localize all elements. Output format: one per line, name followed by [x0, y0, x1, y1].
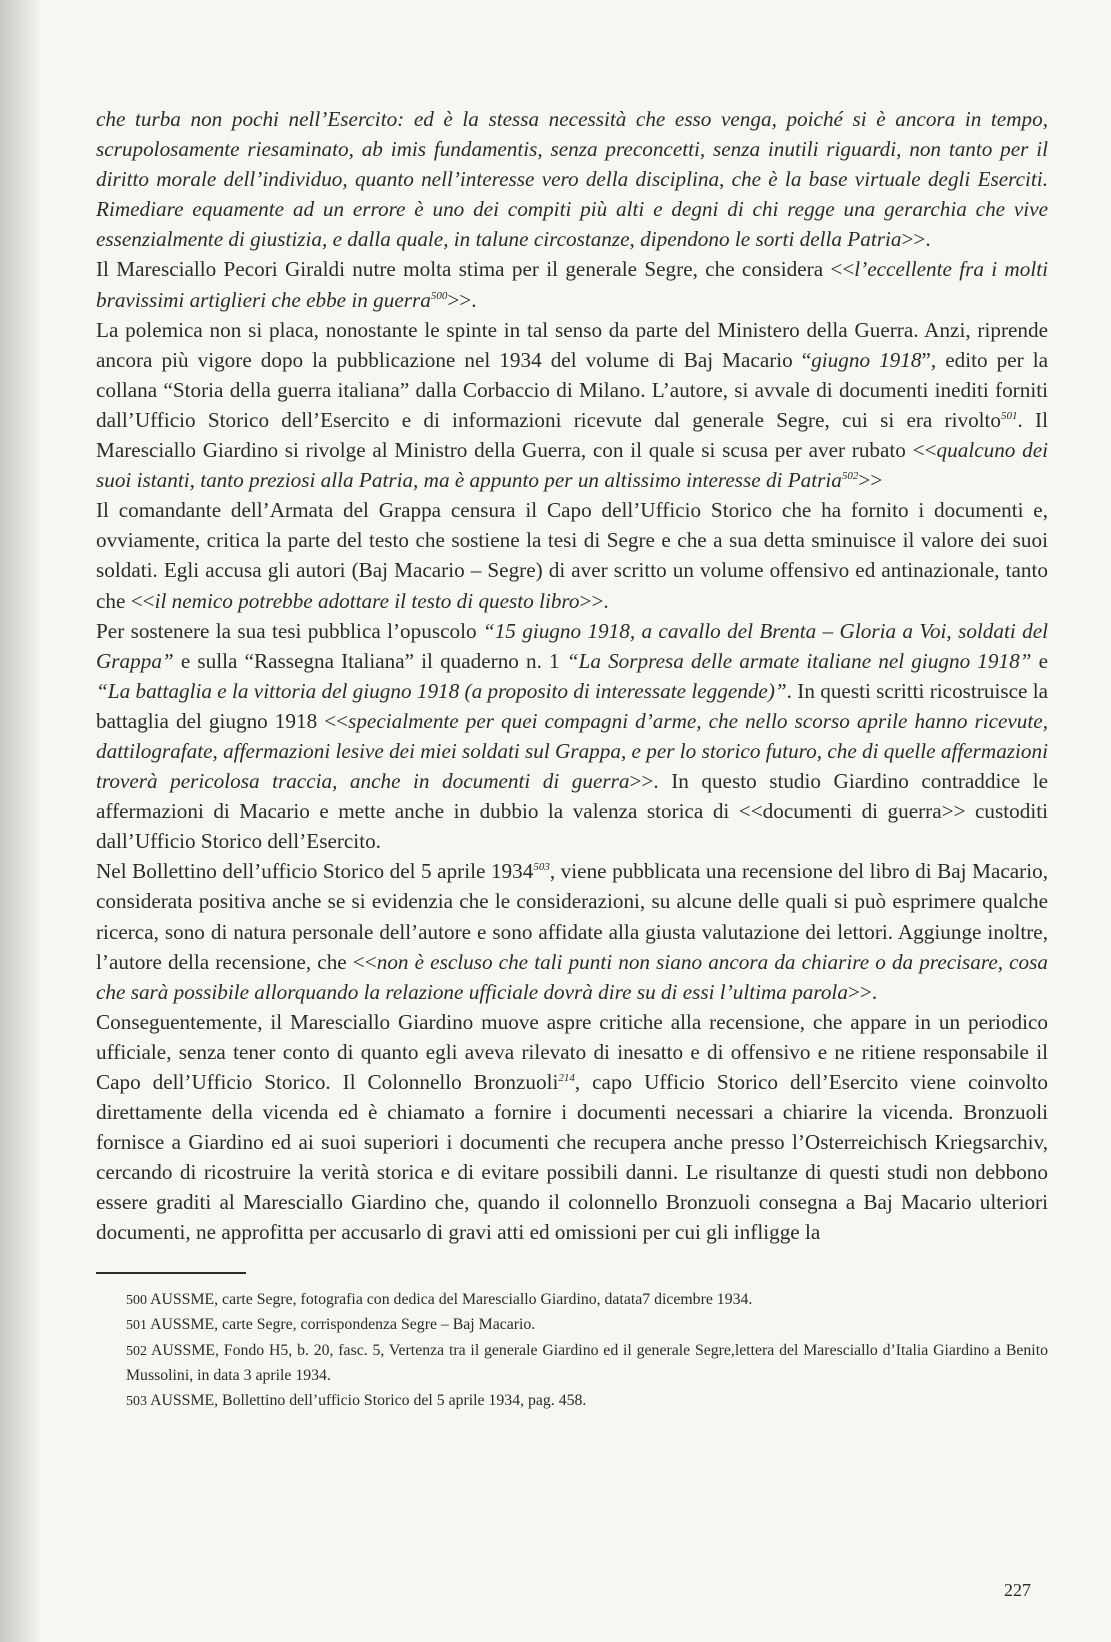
text-run: , capo Ufficio Storico dell’Esercito viene coinvolto direttamente della vicenda ed è chiamato a fornire i documenti necessari a chiarire la vicenda. Bronzuoli fornisce a Giardino ed ai suoi superiori i documenti che recupera anche presso l’Osterreichisch Kriegsarchiv, cercando di ricostruire la verità storica e di evitare possibili danni. Le risultanze di questi studi non debbono essere graditi al Maresciallo Giardino che, quando il colonnello Bronzuoli consegna a Baj Macario ulteriori documenti, ne approfitta per accusarlo di gravi atti ed omissioni per cui gli infligge la: [96, 1070, 1048, 1245]
footnotes: [96, 1288, 1048, 1415]
text-run: >>.: [847, 979, 878, 1004]
text-run: . Il Maresciallo Giardino si rivolge al Ministro della Guerra, con il quale si scusa per aver rubato <<: [96, 407, 1048, 463]
text-run: >>.: [901, 227, 931, 252]
text-run: e: [1031, 648, 1049, 673]
footnote-separator: [96, 1272, 246, 1274]
paragraph: [96, 495, 1048, 615]
footnote: [96, 1339, 1048, 1389]
text-run: , viene pubblicata una recensione del libro di Baj Macario, considerata positiva anche se si evidenzia che le considerazioni, su alcune delle quali si può esprimere qualche ricerca, sono di natura personale dell’autore e sono affidate alla giusta valutazione dei lettori. Aggiunge inoltre, l’autore della recensione, che <<: [96, 859, 1048, 974]
footnote-text: AUSSME, carte Segre, corrispondenza Segre – Baj Macario.: [147, 1316, 536, 1334]
body-text: [96, 104, 1048, 1248]
paragraph: [96, 856, 1048, 1006]
footnote-text: AUSSME, Fondo H5, b. 20, fasc. 5, Vertenza tra il generale Giardino ed il generale Segre,lettera del Maresciallo d’Italia Giardino a Benito Mussolini, in data 3 aprile 1934.: [126, 1341, 1048, 1385]
italic-text: non è escluso che tali punti non siano ancora da chiarire o da precisare, cosa che sarà possibile allorquando la relazione ufficiale dovrà dire su di essi l’ultima parola: [96, 949, 1048, 1004]
footnote-number: 500: [126, 1292, 147, 1308]
footnote-number: 503: [126, 1393, 147, 1409]
text-run: Per sostenere la sua tesi pubblica l’opuscolo: [96, 618, 483, 643]
paragraph: [96, 1007, 1048, 1248]
page-gutter-shadow: [0, 0, 42, 1642]
italic-text: il nemico potrebbe adottare il testo di questo libro: [154, 588, 580, 613]
italic-text: “La Sorpresa delle armate italiane nel giugno 1918”: [566, 648, 1032, 673]
text-run: ”, edito per la collana “Storia della guerra italiana” dalla Corbaccio di Milano. L’autore, si avvale di documenti inediti forniti dall’Ufficio Storico dell’Esercito e di informazioni ricevute dal generale Segre, cui si era rivolto: [96, 347, 1048, 432]
italic-text: “15 giugno 1918, a cavallo del Brenta – Gloria a Voi, soldati del Grappa”: [96, 618, 1048, 673]
text-run: >>: [858, 468, 883, 493]
footnote-text: AUSSME, carte Segre, fotografia con dedica del Maresciallo Giardino, datata7 dicembre 1934.: [147, 1290, 753, 1308]
paragraph: [96, 254, 1048, 314]
italic-text: che turba non pochi nell’Esercito: ed è la stessa necessità che esso venga, poiché si è ancora in tempo, scrupolosamente riesaminato, ab imis fundamentis, senza preconcetti, senza inutili riguardi, non tanto per il diritto morale dell’individuo, quanto nell’interesse vero della disciplina, che è la base virtuale degli Eserciti. Rimediare equamente ad un errore è uno dei compiti più alti e degni di chi regge una gerarchia che vive essenzialmente di giustizia, e dalla quale, in talune circostanze, dipendono le sorti della Patria: [96, 107, 1048, 252]
text-run: Conseguentemente, il Maresciallo Giardino muove aspre critiche alla recensione, che appare in un periodico ufficiale, senza tener conto di quanto egli aveva rilevato di inesatto e di offensivo e ne ritiene responsabile il Capo dell’Ufficio Storico. Il Colonnello Bronzuoli: [96, 1009, 1048, 1094]
footnote-number: 502: [126, 1343, 147, 1359]
text-run: La polemica non si placa, nonostante le spinte in tal senso da parte del Ministero della Guerra. Anzi, riprende ancora più vigore dopo la pubblicazione nel 1934 del volume di Baj Macario “: [96, 317, 1048, 372]
text-run: . In questi scritti ricostruisce la battaglia del giugno 1918 <<: [96, 678, 1048, 733]
text-run: >>.: [579, 588, 609, 613]
paragraph: [96, 616, 1048, 857]
text-run: Il comandante dell’Armata del Grappa censura il Capo dell’Ufficio Storico che ha fornito i documenti e, ovviamente, critica la parte del testo che sostiene la tesi di Segre e che a sua detta sminuisce il valore dei suoi soldati. Egli accusa gli autori (Baj Macario – Segre) di aver scritto un volume offensivo ed antinazionale, tanto che <<: [96, 498, 1048, 613]
footnote: [96, 1288, 1048, 1314]
footnote-ref: 214: [558, 1071, 575, 1084]
italic-text: specialmente per quei compagni d’arme, che nello scorso aprile hanno ricevute, dattilografate, affermazioni lesive dei miei soldati sul Grappa, e per lo storico futuro, che di quelle affermazioni troverà pericolosa traccia, anche in documenti di guerra: [96, 708, 1048, 794]
text-run: Il Maresciallo Pecori Giraldi nutre molta stima per il generale Segre, che considera <<: [96, 257, 855, 282]
paragraph: [96, 104, 1048, 254]
footnote-number: 501: [126, 1318, 147, 1334]
footnote: [96, 1389, 1048, 1415]
document-page: [96, 104, 1048, 1414]
text-run: e sulla “Rassegna Italiana” il quaderno n. 1: [173, 648, 567, 673]
paragraph: [96, 315, 1048, 496]
footnote: [96, 1313, 1048, 1339]
footnote-ref: 503: [533, 861, 550, 874]
italic-text: l’eccellente fra i molti bravissimi artiglieri che ebbe in guerra: [96, 257, 1048, 312]
italic-text: giugno 1918: [811, 347, 922, 372]
text-run: Nel Bollettino dell’ufficio Storico del 5 aprile 1934: [96, 859, 534, 884]
footnote-ref: 500: [430, 289, 448, 302]
footnote-ref: 501: [1001, 409, 1018, 422]
text-run: >>.: [447, 287, 477, 312]
text-run: >>. In questo studio Giardino contraddice le affermazioni di Macario e mette anche in dubbio la valenza storica di <<documenti di guerra>> custoditi dall’Ufficio Storico dell’Esercito.: [96, 769, 1049, 854]
page-number: 227: [1004, 1580, 1031, 1600]
footnote-text: AUSSME, Bollettino dell’ufficio Storico del 5 aprile 1934, pag. 458.: [147, 1391, 587, 1409]
italic-text: “La battaglia e la vittoria del giugno 1918 (a proposito di interessate leggende)”: [96, 678, 787, 703]
italic-text: qualcuno dei suoi istanti, tanto preziosi alla Patria, ma è appunto per un altissimo interesse di Patria: [96, 438, 1048, 493]
footnote-ref: 502: [841, 470, 859, 483]
